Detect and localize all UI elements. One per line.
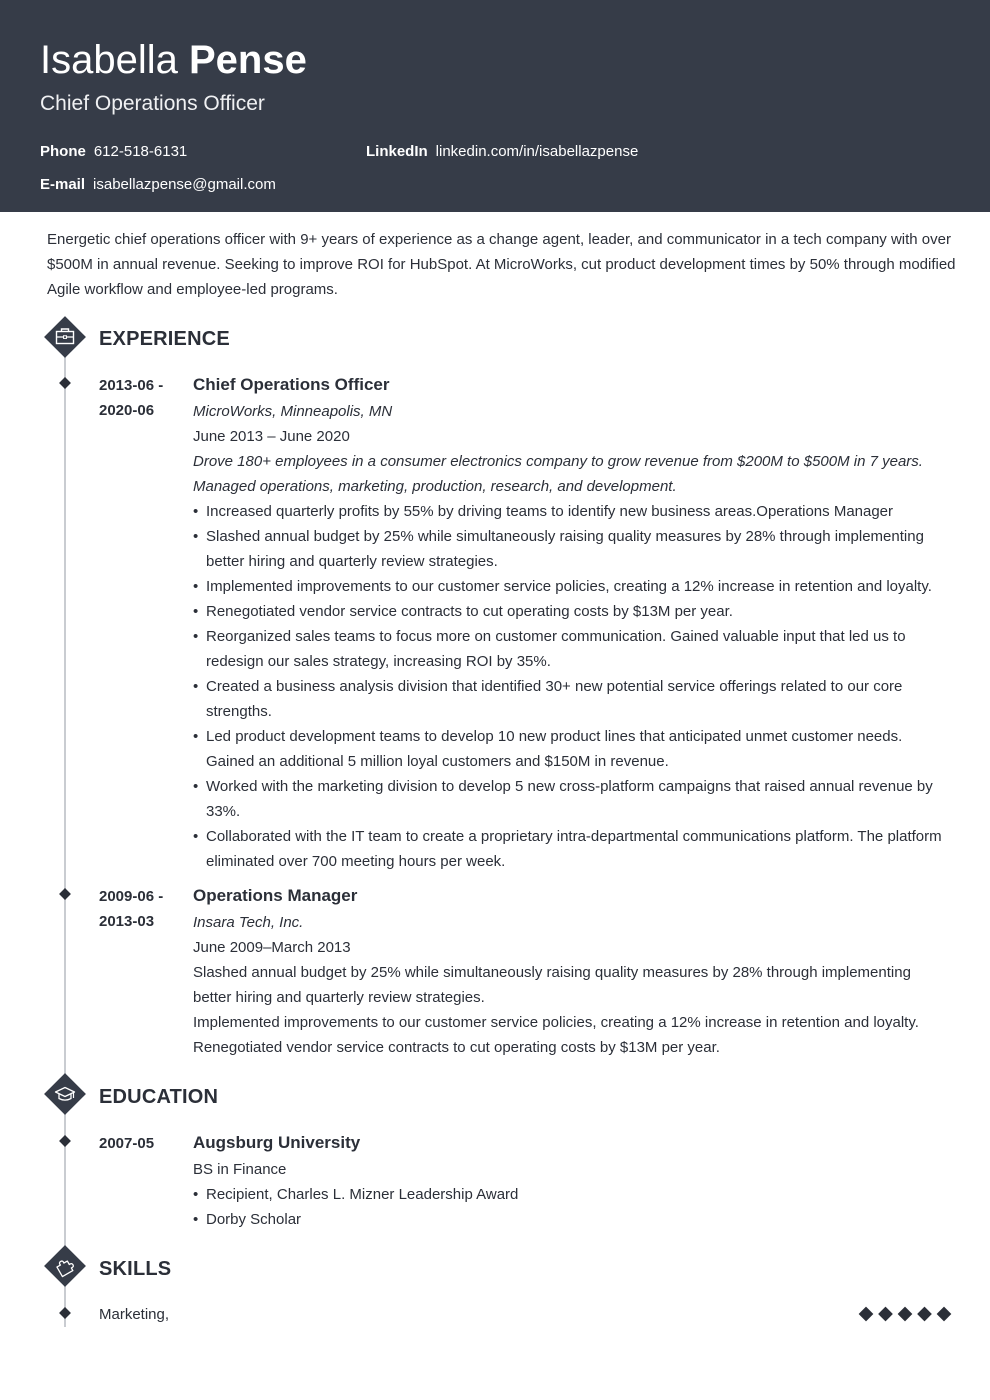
job-role: Operations Manager	[193, 886, 358, 905]
job-description: Drove 180+ employees in a consumer electronics company to grow revenue from $200M to $500M in 7 years. Managed operations, marketing, production, research, and development.	[193, 453, 923, 495]
job-entry	[193, 372, 953, 874]
first-name: Isabella	[40, 38, 178, 82]
job-line: Renegotiated vendor service contracts to cut operating costs by $13M per year.	[193, 1039, 720, 1056]
job-company: Insara Tech, Inc.	[193, 914, 304, 931]
timeline-dot	[59, 888, 71, 900]
job-bullets	[193, 499, 953, 874]
list-item: • Dorby Scholar	[193, 1207, 953, 1232]
education-entry	[193, 1130, 953, 1232]
resume-header	[0, 0, 990, 212]
briefcase-icon	[44, 316, 86, 358]
job-role: Chief Operations Officer	[193, 375, 390, 394]
list-item: • Recipient, Charles L. Mizner Leadership Award	[193, 1182, 953, 1207]
timeline-dot	[59, 377, 71, 389]
job-date-end: 2013-03	[99, 913, 155, 930]
job-date-end: 2020-06	[99, 402, 155, 419]
job-period: June 2009–March 2013	[193, 939, 351, 956]
education-date: 2007-05	[99, 1135, 155, 1152]
list-item: • Increased quarterly profits by 55% by driving teams to identify new business areas.Operations Manager	[193, 499, 953, 524]
phone-label: Phone	[40, 143, 86, 160]
email-value[interactable]: isabellazpense@gmail.com	[93, 176, 276, 193]
skill-level-diamond	[917, 1307, 932, 1322]
degree: BS in Finance	[193, 1161, 287, 1178]
skills-heading: SKILLS	[99, 1258, 172, 1280]
candidate-title: Chief Operations Officer	[40, 92, 265, 115]
candidate-name	[40, 37, 307, 83]
linkedin-value[interactable]: linkedin.com/in/isabellazpense	[435, 143, 639, 160]
puzzle-icon	[44, 1245, 86, 1287]
linkedin-label: LinkedIn	[366, 143, 428, 160]
education-heading: EDUCATION	[99, 1086, 219, 1108]
list-item: • Created a business analysis division that identified 30+ new potential service offerings related to our core strengths.	[193, 674, 953, 724]
timeline-dot	[59, 1135, 71, 1147]
skill-level-rating	[858, 1306, 952, 1322]
skill-level-diamond	[859, 1307, 874, 1322]
list-item: • Led product development teams to develop 10 new product lines that anticipated unmet customer needs. Gained an additional 5 million loyal customers and $150M in revenue.	[193, 724, 953, 774]
job-period: June 2013 – June 2020	[193, 428, 350, 445]
list-item: • Renegotiated vendor service contracts to cut operating costs by $13M per year.	[193, 599, 953, 624]
contact-phone	[40, 142, 187, 162]
email-label: E-mail	[40, 176, 86, 193]
contact-linkedin	[366, 142, 638, 162]
job-line: Slashed annual budget by 25% while simultaneously raising quality measures by 28% through implementing better hiring and quarterly review strategies.	[193, 964, 911, 1006]
list-item: • Worked with the marketing division to develop 5 new cross-platform campaigns that raised annual revenue by 33%.	[193, 774, 953, 824]
list-item: • Slashed annual budget by 25% while simultaneously raising quality measures by 28% through implementing better hiring and quarterly review strategies.	[193, 524, 953, 574]
contact-email	[40, 175, 276, 195]
job-line: Implemented improvements to our customer service policies, creating a 12% increase in retention and loyalty.	[193, 1014, 919, 1031]
phone-value[interactable]: 612-518-6131	[93, 143, 188, 160]
profile-summary: Energetic chief operations officer with 9+ years of experience as a change agent, leader, and communicator in a tech company with over $500M in annual revenue. Seeking to improve ROI for HubSpot. At MicroWorks, cut product development times by 50% through modified Agile workflow and employee-led programs.	[47, 231, 956, 298]
skill-level-diamond	[878, 1307, 893, 1322]
list-item: • Implemented improvements to our customer service policies, creating a 12% increase in retention and loyalty.	[193, 574, 953, 599]
graduation-cap-icon	[44, 1073, 86, 1115]
job-date	[99, 373, 189, 423]
job-date	[99, 884, 189, 934]
last-name: Pense	[189, 38, 307, 82]
skill-level-diamond	[898, 1307, 913, 1322]
timeline-dot	[59, 1307, 71, 1319]
experience-heading: EXPERIENCE	[99, 328, 230, 350]
job-entry	[193, 883, 953, 1060]
skill-level-diamond	[937, 1307, 952, 1322]
education-bullets	[193, 1182, 953, 1232]
list-item: • Collaborated with the IT team to create a proprietary intra-departmental communications platform. The platform eliminated over 700 meeting hours per week.	[193, 824, 953, 874]
list-item: • Reorganized sales teams to focus more on customer communication. Gained valuable input that led us to redesign our sales strategy, increasing ROI by 35%.	[193, 624, 953, 674]
job-date-start: 2013-06 -	[99, 377, 164, 394]
job-date-start: 2009-06 -	[99, 888, 164, 905]
school-name: Augsburg University	[193, 1133, 361, 1152]
job-company: MicroWorks, Minneapolis, MN	[193, 403, 393, 420]
timeline-line	[64, 345, 66, 1327]
skill-name: Marketing,	[99, 1306, 170, 1323]
